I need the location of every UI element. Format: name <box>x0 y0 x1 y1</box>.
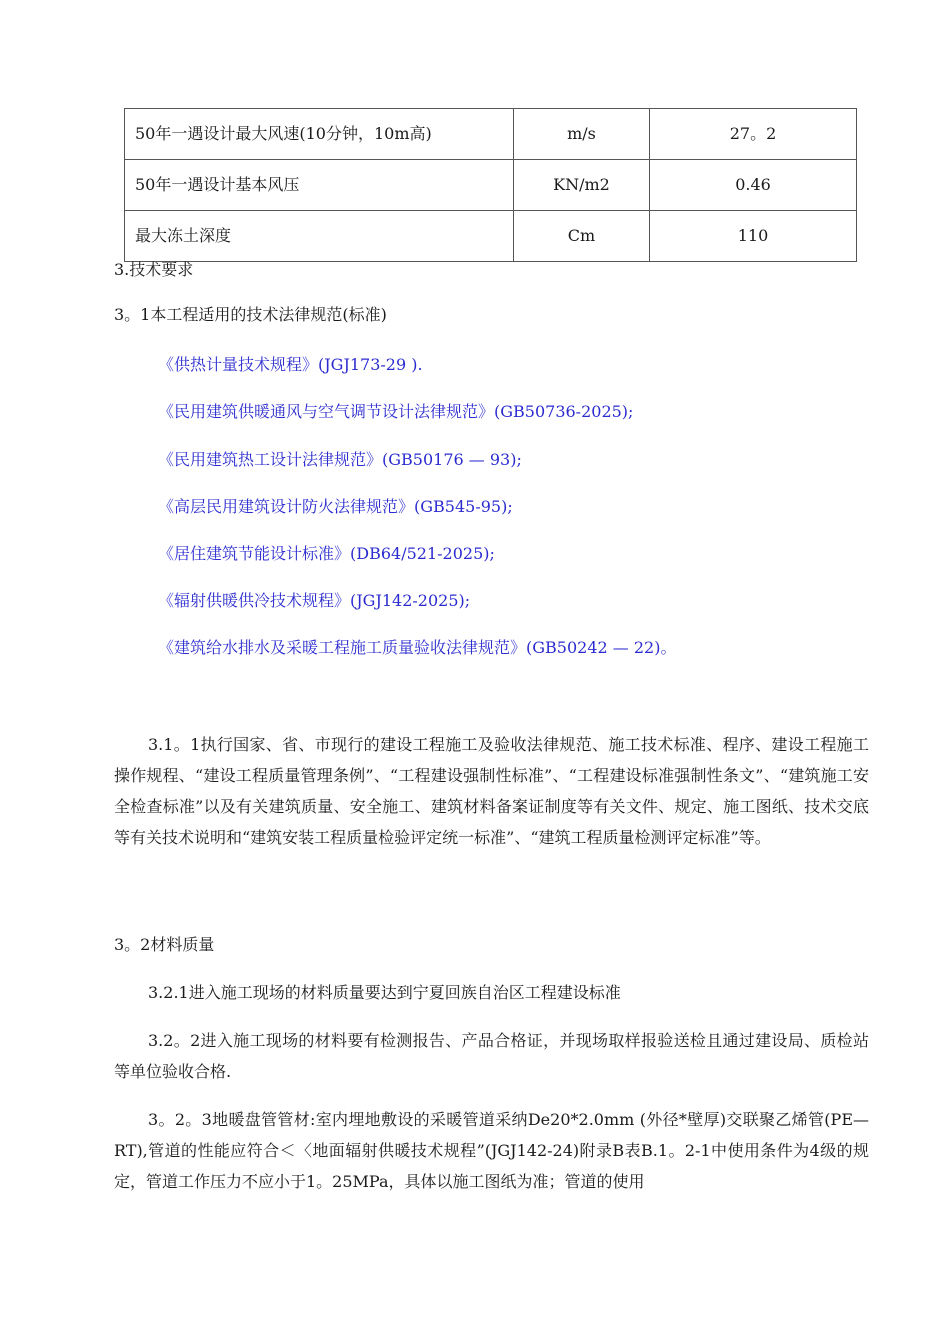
climate-parameters-table <box>124 108 857 262</box>
table-cell-unit: m/s <box>514 109 650 160</box>
subsection-heading: 3。1本工程适用的技术法律规范(标准) <box>114 305 387 324</box>
paragraph-3-2-3: 3。2。3地暖盘管管材:室内埋地敷设的采暖管道采纳De20*2.0mm (外径*壁厚)交联聚乙烯管(PE—RT),管道的性能应符合＜〈地面辐射供暖技术规程”(JGJ142-24)附录B表B.1。2-1中使用条件为4级的规定，管道工作压力不应小于1。25MPa，具体以施工图纸为准；管道的使用 <box>114 1110 869 1191</box>
table-cell-item: 50年一遇设计基本风压 <box>125 160 514 211</box>
table-cell-value: 27。2 <box>650 109 857 160</box>
section-heading: 3.技术要求 <box>114 260 194 279</box>
table-cell-value: 0.46 <box>650 160 857 211</box>
standard-item: 《居住建筑节能设计标准》(DB64/521-2025); <box>158 544 495 563</box>
standard-item: 《民用建筑供暖通风与空气调节设计法律规范》(GB50736-2025); <box>158 402 634 421</box>
table-cell-unit: KN/m2 <box>514 160 650 211</box>
table-cell-item: 最大冻土深度 <box>125 211 514 262</box>
standard-item: 《建筑给水排水及采暖工程施工质量验收法律规范》(GB50242 — 22)。 <box>158 638 677 657</box>
table-row <box>125 211 857 262</box>
standard-item: 《高层民用建筑设计防火法律规范》(GB545-95); <box>158 497 513 516</box>
table-row <box>125 160 857 211</box>
standard-item: 《供热计量技术规程》(JGJ173-29 ). <box>158 355 423 374</box>
standard-item: 《民用建筑热工设计法律规范》(GB50176 — 93); <box>158 450 522 469</box>
table-cell-value: 110 <box>650 211 857 262</box>
paragraph-3-2-1: 3.2.1进入施工现场的材料质量要达到宁夏回族自治区工程建设标准 <box>148 983 621 1002</box>
table-cell-item: 50年一遇设计最大风速(10分钟，10m高) <box>125 109 514 160</box>
table-cell-unit: Cm <box>514 211 650 262</box>
paragraph-3-1-1: 3.1。1执行国家、省、市现行的建设工程施工及验收法律规范、施工技术标准、程序、建设工程施工操作规程、“建设工程质量管理条例”、“工程建设强制性标准”、“工程建设标准强制性条文”、“建筑施工安全检查标准”以及有关建筑质量、安全施工、建筑材料备案证制度等有关文件、规定、施工图纸、技术交底等有关技术说明和“建筑安装工程质量检验评定统一标准”、“建筑工程质量检测评定标准”等。 <box>114 735 869 847</box>
paragraph-3-2-2: 3.2。2进入施工现场的材料要有检测报告、产品合格证，并现场取样报验送检且通过建设局、质检站等单位验收合格. <box>114 1031 869 1081</box>
standard-item: 《辐射供暖供冷技术规程》(JGJ142-2025); <box>158 591 471 610</box>
table-row <box>125 109 857 160</box>
subsection-heading: 3。2材料质量 <box>114 935 215 954</box>
